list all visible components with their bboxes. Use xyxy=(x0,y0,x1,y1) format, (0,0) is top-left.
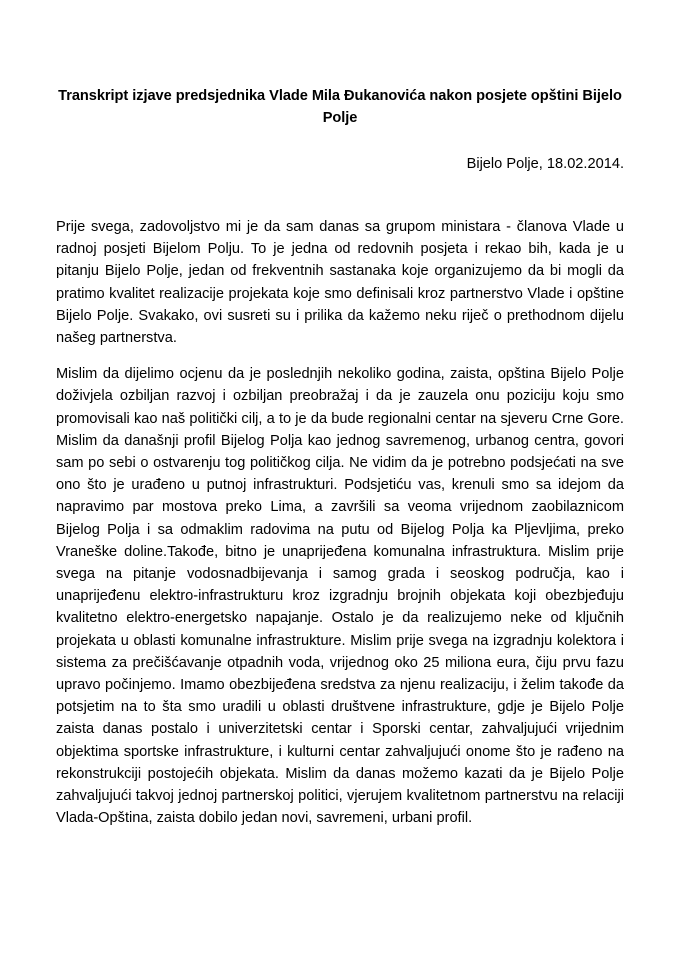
paragraph: Mislim da dijelimo ocjenu da je poslednjih nekoliko godina, zaista, opština Bijelo Polje doživjela ozbiljan razvoj i ozbiljan preobražaj i da je zauzela onu poziciju koju smo promovisali kao naš politički cilj, a to je da bude regionalni centar na sjeveru Crne Gore. Mislim da današnji profil Bijelog Polja kao jednog savremenog, urbanog centra, govori sam po sebi o ostvarenju tog političkog cilja. Ne vidim da je potrebno podsjećati na sve ono što je urađeno u putnoj infrastrukturi. Podsjetiću vas, krenuli smo sa idejom da napravimo par mostova preko Lima, a završili sa veoma vrijednom zaobilaznicom Bijelog Polja i sa odmaklim radovima na putu od Bijelog Polja ka Pljevljima, preko Vraneške doline.Takođe, bitno je unaprijeđena komunalna infrastruktura. Mislim prije svega na pitanje vodosnadbijevanja i samog grada i seoskog područja, kao i unaprijeđenu elektro-infrastrukturu kroz izgradnju brojnih objekata koji obezbjeđuju kvalitetno elektro-energetsko napajanje. Ostalo je da realizujemo neke od ključnih projekata u oblasti komunalne infrastrukture. Mislim prije svega na izgradnju kolektora i sistema za prečišćavanje otpadnih voda, vrijednog oko 25 miliona eura, čiju prvu fazu upravo počinjemo. Imamo obezbijeđena sredstva za njenu realizaciju, i želim takođe da potsjetim na to šta smo uradili u oblasti društvene infrastrukture, gdje je Bijelo Polje zaista danas postalo i univerzitetski centar i Sporski centar, zahvaljujući vrijednim objektima sportske infrastrukture, i kulturni centar zahvaljujući onome što je rađeno na rekonstrukciji postojećih objekata. Mislim da danas možemo kazati da je Bijelo Polje zahvaljujući takvoj jednoj partnerskoj politici, vjerujem kvalitetnom partnerstvu na relaciji Vlada-Opština, zaista dobilo jedan novi, savremeni, urbani profil. xyxy=(56,366,624,827)
body-text xyxy=(56,175,624,829)
dateline: Bijelo Polje, 18.02.2014. xyxy=(466,156,624,172)
document-content xyxy=(56,0,624,829)
paragraph: Prije svega, zadovoljstvo mi je da sam danas sa grupom ministara - članova Vlade u radnoj posjeti Bijelom Polju. To je jedna od redovnih posjeta i rekao bih, kada je u pitanju Bijelo Polje, jedan od frekventnih sastanaka koje organizujemo da bi mogli da pratimo kvalitet realizacije projekata koje smo definisali kroz partnerstvo Vlade i opštine Bijelo Polje. Svakako, ovi susreti su i prilika da kažemo neku riječ o prethodnom dijelu našeg partnerstva. xyxy=(56,219,624,347)
page-title: Transkript izjave predsjednika Vlade Mila Đukanovića nakon posjete opštini Bijelo Polje xyxy=(58,88,622,126)
